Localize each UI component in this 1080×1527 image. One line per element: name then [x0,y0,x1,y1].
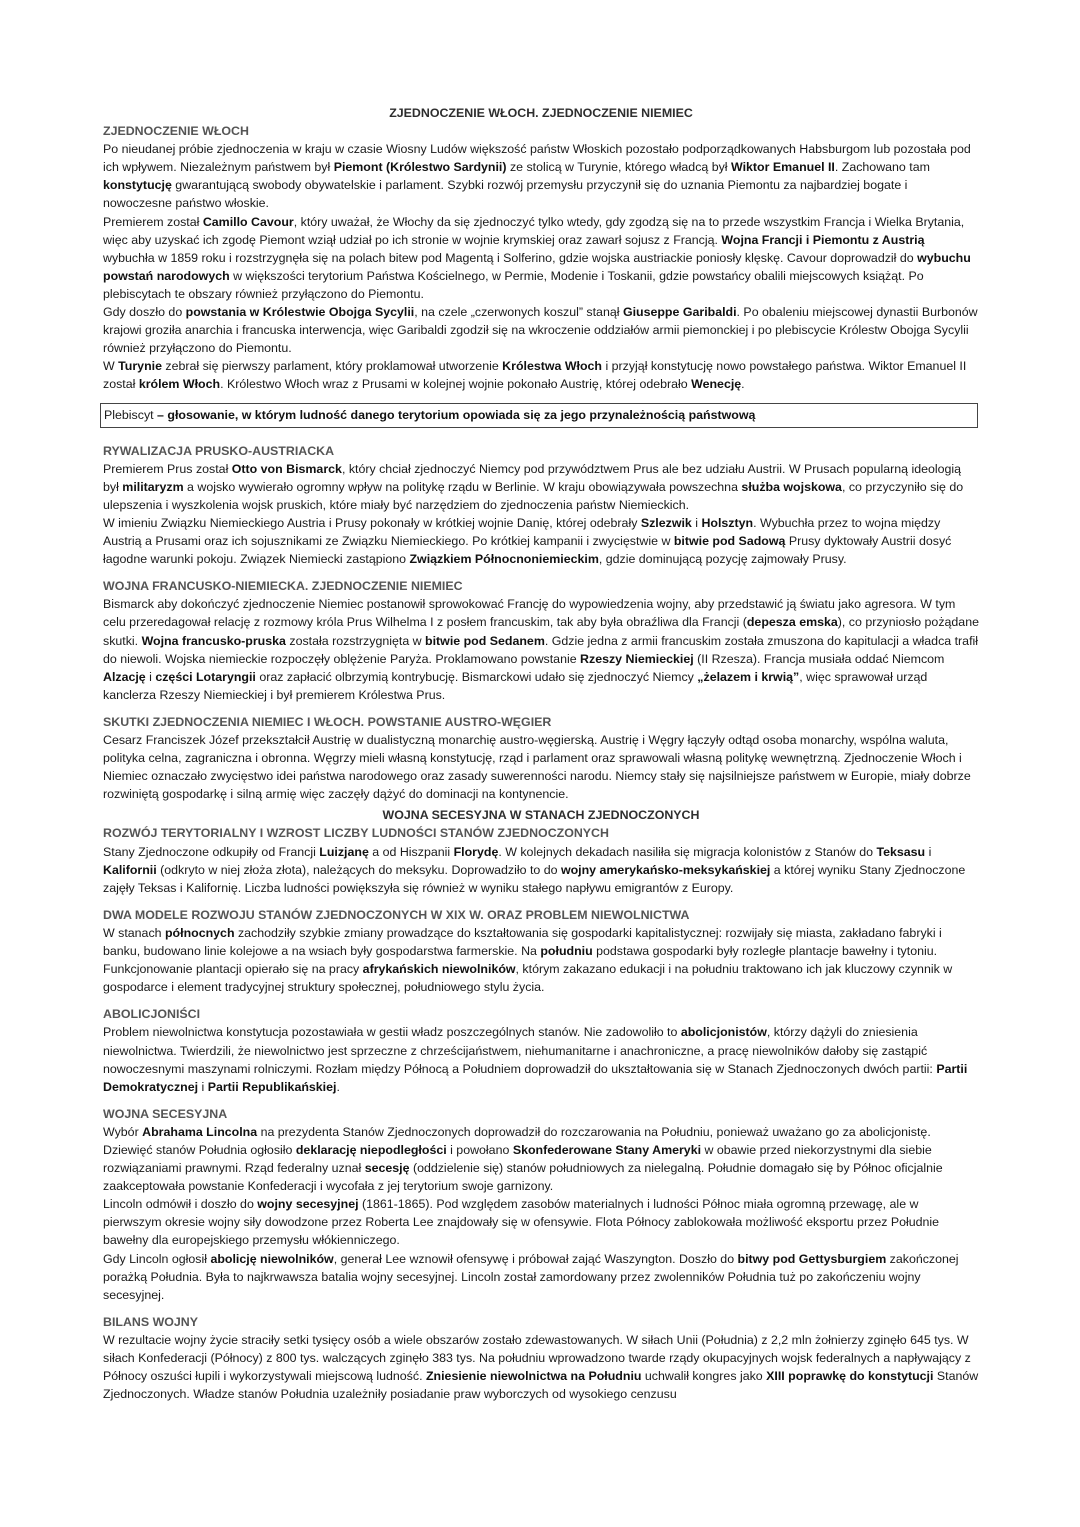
bold-term: konstytucję [103,178,172,193]
paragraph: Wybór Abrahama Lincolna na prezydenta Stanów Zjednoczonych doprowadził do rozczarowania na Południu, ponieważ uważano go za abolicjonistę. Dziewięć stanów Południa ogłosiło deklarację niepodległości i powołano Skonfederowane Stany Ameryki w obawie przed niekorzystnymi dla siebie rozwiązaniami prawnymi. Rząd federalny uznał secesję (oddzielenie się) stanów południowych za nielegalną. Południe domagało się by Północ oficjalnie zaakceptowała powstanie Konfederacji i wycofała z jej terytorium swoje garnizony. [103,1124,943,1194]
bold-term: Teksasu [876,844,926,859]
bold-term: Piemont (Królestwo Sardynii) [333,160,507,175]
main-title: WOJNA SECESYJNA W STANACH ZJEDNOCZONYCH [382,808,700,823]
bold-term: Holsztyn [701,515,754,530]
section-heading: RYWALIZACJA PRUSKO-AUSTRIACKA [103,443,335,458]
bold-term: Luizjanę [319,844,369,859]
bold-term: Związkiem Północnoniemieckim [409,552,599,567]
bold-term: Szlezwik [640,515,692,530]
bold-term: Kalifornii [103,862,157,877]
section-heading: ROZWÓJ TERYTORIALNY I WZROST LICZBY LUDNOŚCI STANÓW ZJEDNOCZONYCH [103,826,609,841]
paragraph: Premierem Prus został Otto von Bismarck, który chciał zjednoczyć Niemcy pod przywództwem Prus ale bez udziału Austrii. W Prusach popularną ideologią był militaryzm a wojsko wywierało ogromny wpływ na politykę rządu w Berlinie. W kraju obowiązywała powszechna służba wojskowa, co przyczyniło się do ulepszenia i wyszkolenia wojsk pruskich, które miały być narzędziem do zjednoczenia państw Niemieckich. [103,461,964,512]
paragraph: Gdy Lincoln ogłosił abolicję niewolników, generał Lee wznowił ofensywę i próbował zająć Waszyngton. Doszło do bitwy pod Gettysburgiem zakończonej porażką Południa. Była to najkrwawsza batalia wojny secesyjnej. Lincoln został zamordowany przez zwolenników Południa tuż po zakończeniu wojny secesyjnej. [103,1251,959,1302]
bold-term: Partii Demokratycznej [103,1061,968,1094]
bold-term: Camillo Cavour [202,214,294,229]
bold-term: południu [540,944,593,959]
bold-term: Wenecję [691,377,742,392]
bold-term: królem Włoch [138,377,221,392]
section-heading: BILANS WOJNY [103,1314,198,1329]
paragraph: Bismarck aby dokończyć zjednoczenie Niemiec postanowił sprowokować Francję do wypowiedzenia wojny, aby przedstawić ją światu jako agresora. W tym celu przeredagował relację z rozmowy króla Prus Wilhelma I z posłem francuskim, tak aby była obraźliwa dla Francji (depesza emska), co przyniosło pożądane skutki. Wojna francusko-pruska została rozstrzygnięta w bitwie pod Sedanem. Gdzie jedna z armii francuskim została zmuszona do kapitulacji a władca trafił do niewoli. Wojska niemieckie rozpoczęły oblężenie Paryża. Proklamowano powstanie Rzeszy Niemieckiej (II Rzesza). Francja musiała oddać Niemcom Alzację i części Lotaryngii oraz zapłacić olbrzymią kontrybucję. Bismarckowi udało się zjednoczyć Niemcy „żelazem i krwią”, więc sprawował urząd kanclerza Rzeszy Niemieckiej i był premierem Królestwa Prus. [103,597,979,702]
section-heading: SKUTKI ZJEDNOCZENIA NIEMIEC I WŁOCH. POWSTANIE AUSTRO-WĘGIER [103,714,552,729]
paragraph: Problem niewolnictwa konstytucja pozostawiała w gestii władz poszczególnych stanów. Nie zadowoliło to abolicjonistów, którzy dążyli do zniesienia niewolnictwa. Twierdzili, że niewolnictwo jest sprzeczne z chrześcijaństwem, niehumanitarne i anachroniczne, a pracę niewolników dałoby się zastąpić nowoczesnymi maszynami rolniczymi. Rozłam między Północą a Południem doprowadził do ukształtowania się w Stanach Zjednoczonych dwóch partii: Partii Demokratycznej i Partii Republikańskiej. [103,1025,968,1094]
bold-term: bitwie pod Sadową [673,534,786,549]
bold-term: XIII poprawkę do konstytucji [766,1369,934,1384]
section-heading: ABOLICJONIŚCI [103,1007,201,1022]
paragraph: W stanach północnych zachodziły szybkie zmiany prowadzące do kształtowania się gospodarki kapitalistycznej: rozwijały się miasta, zakładano fabryki i banku, budowano linie kolejowe a na wsiach były gospodarstwa farmerskie. Na południu podstawa gospodarki były rozległe plantacje bawełny i tytoniu. Funkcjonowanie plantacji opierało się na pracy afrykańskich niewolników, którym zakazano edukacji i na południu traktowano ich jak kluczowy czynnik w gospodarce i element tradycyjnej struktury społecznej, południowego stylu życia. [103,925,953,995]
bold-term: bitwy pod Gettysburgiem [737,1251,887,1266]
bold-term: części Lotaryngii [155,669,256,684]
paragraph: Stany Zjednoczone odkupiły od Francji Luizjanę a od Hiszpanii Florydę. W kolejnych dekadach nasiliła się migracja kolonistów z Stanów do Teksasu i Kalifornii (odkryto w niej złoża złota), należących do meksyku. Doprowadziło to do wojny amerykańsko-meksykańskiej a której wyniku Stany Zjednoczone zajęły Teksas i Kalifornię. Liczba ludności powiększyła się również w wyniku stałego napływu emigrantów z Europy. [103,844,966,895]
bold-term: Otto von Bismarck [231,461,342,476]
bold-term: Królestwa Włoch [502,359,602,374]
bold-term: północnych [164,925,235,940]
paragraph: Premierem został Camillo Cavour, który uważał, że Włochy da się zjednoczyć tylko wtedy, gdy zgodzą się na to przede wszystkim Francja i Wielka Brytania, więc aby uzyskać ich zgodę Piemont wziął udział po ich stronie w wojnie krymskiej oraz zawarł sojusz z Francją. Wojna Francji i Piemontu z Austrią wybuchła w 1859 roku i rozstrzygnęła się na polach bitew pod Magentą i Solferino, gdzie wojska austriackie poniosły klęskę. Cavour doprowadził do wybuchu powstań narodowych w większości terytorium Państwa Kościelnego, w Permie, Modenie i Toskanii, gdzie powstańcy obalili miejscowych książąt. Po plebiscytach te obszary również przyłączono do Piemontu. [103,214,971,301]
section-heading: WOJNA SECESYJNA [103,1106,228,1121]
paragraph: Po nieudanej próbie zjednoczenia w kraju w czasie Wiosny Ludów większość państw Włoskich pozostało podporządkowanych Habsburgom lub pozostała pod ich wpływem. Niezależnym państwem był Piemont (Królestwo Sardynii) ze stolicą w Turynie, którego władcą był Wiktor Emanuel II. Zachowano tam konstytucję gwarantującą swobody obywatelskie i parlament. Szybki rozwój przemysłu przyczynił się do uznania Piemontu za najbardziej bogate i nowoczesne państwo włoskie. [103,142,971,211]
bold-term: wojny secesyjnej [257,1197,359,1212]
bold-term: Skonfederowane Stany Ameryki [512,1142,702,1157]
bold-term: „żelazem i krwią” [697,669,800,684]
bold-term: depesza emska [746,615,838,630]
section-heading: DWA MODELE ROZWOJU STANÓW ZJEDNOCZONYCH W XIX W. ORAZ PROBLEM NIEWOLNICTWA [103,907,690,922]
bold-term: Alzację [103,669,146,684]
bold-term: Rzeszy Niemieckiej [580,651,694,666]
bold-term: afrykańskich niewolników [362,962,516,977]
bold-term: abolicję niewolników [210,1251,334,1266]
paragraph: Cesarz Franciszek Józef przekształcił Austrię w dualistyczną monarchię austro-węgierską. Austrię i Węgry łączyły odtąd osoba monarchy, wspólna waluta, polityka celna, zagraniczna i obronna. Węgrzy mieli własną konstytucję, rząd i parlament oraz sprawowali własną politykę wewnętrzną. Zjednoczenie Włoch i Niemiec oznaczało zwycięstwo idei państwa narodowego oraz zasady suwerenności narodu. Niemcy stały się najsilniejsze państwem w Europie, miały dobrze rozwiniętą gospodarkę i silną armię więc zaczęły dążyć do dominacji na kontynencie. [103,733,971,802]
bold-term: Wojna francusko-pruska [141,633,286,648]
bold-term: secesję [364,1161,410,1176]
bold-term: Abrahama Lincolna [142,1124,258,1139]
section-heading: WOJNA FRANCUSKO-NIEMIECKA. ZJEDNOCZENIE NIEMIEC [103,579,463,594]
paragraph: W imieniu Związku Niemieckiego Austria i Prusy pokonały w krótkiej wojnie Danię, której odebrały Szlezwik i Holsztyn. Wybuchła przez to wojna między Austrią a Prusami oraz ich sojusznikami ze Związku Niemieckiego. Po krótkiej kampanii i zwycięstwie w bitwie pod Sadową Prusy dyktowały Austrii dosyć łagodne warunki pokoju. Związek Niemiecki zastąpiono Związkiem Północnoniemieckim, gdzie dominującą pozycję zajmowały Prusy. [103,515,952,567]
bold-term: – głosowanie, w którym ludność danego terytorium opowiada się za jego przynależnością państwową [153,407,756,422]
paragraph: Gdy doszło do powstania w Królestwie Obojga Sycylii, na czele „czerwonych koszul” stanął Giuseppe Garibaldi. Po obaleniu miejscowej dynastii Burbonów krajowi groziła anarchia i francuska interwencja, więc Garibaldi zgodził się na wkroczenie oddziałów armii piemonckiej i po plebiscycie Królestw Obojga Sycylii również przyłączono do Piemontu. [103,305,978,356]
bold-term: abolicjonistów [680,1025,767,1040]
bold-term: Partii Republikańskiej [207,1079,337,1094]
paragraph: W Turynie zebrał się pierwszy parlament, który proklamował utworzenie Królestwa Włoch i przyjął konstytucję nowo powstałego państwa. Wiktor Emanuel II został królem Włoch. Królestwo Włoch wraz z Prusami w kolejnej wojnie pokonało Austrię, której odebrało Wenecję. [103,359,967,392]
section-heading: ZJEDNOCZENIE WŁOCH [103,124,249,139]
main-title: ZJEDNOCZENIE WŁOCH. ZJEDNOCZENIE NIEMIEC [389,106,693,120]
bold-term: Wojna Francji i Piemontu z Austrią [721,232,925,247]
bold-term: Zniesienie niewolnictwa na Południu [425,1369,642,1384]
bold-term: Florydę [453,844,499,859]
paragraph: W rezultacie wojny życie straciły setki tysięcy osób a wiele obszarów zostało zdewastowanych. W siłach Unii (Południa) z 2,2 mln żołnierzy zginęło 645 tys. W siłach Konfederacji (Północy) z 800 tys. walczących zginęło 383 tys. Na południu wprowadzono twarde rządy okupacyjnych wojsk federalnych a napływający z Północy oszuści łupili i wykorzystywali miejscową ludność. Zniesienie niewolnictwa na Południu uchwalił kongres jako XIII poprawkę do konstytucji Stanów Zjednoczonych. Władze stanów Południa uzależniły posiadanie praw wyborczych od wysokiego cenzusu [103,1332,979,1402]
bold-term: bitwie pod Sedanem [425,633,545,648]
bold-term: militaryzm [122,479,184,494]
bold-term: wybuchu powstań narodowych [103,250,971,283]
bold-term: deklarację niepodległości [295,1142,447,1157]
bold-term: powstania w Królestwie Obojga Sycylii [185,305,415,320]
paragraph: Lincoln odmówił i doszło do wojny secesyjnej (1861-1865). Pod względem zasobów materialnych i ludności Północ miała ogromną przewagę, ale w pierwszym okresie wojny siły dowodzone przez Roberta Lee znajdowały się w ofensywie. Flota Północy zablokowała możliwość eksportu przez Południe bawełny dla europejskiego przemysłu włókienniczego. [103,1197,940,1248]
definition-box: Plebiscyt – głosowanie, w którym ludność danego terytorium opowiada się za jego przynależnością państwową [100,403,978,428]
bold-term: Giuseppe Garibaldi [622,305,737,320]
bold-term: Turynie [118,359,162,374]
bold-term: służba wojskowa [741,479,842,494]
bold-term: Wiktor Emanuel II [731,160,835,175]
bold-term: wojny amerykańsko-meksykańskiej [560,862,771,877]
document [103,104,979,1403]
